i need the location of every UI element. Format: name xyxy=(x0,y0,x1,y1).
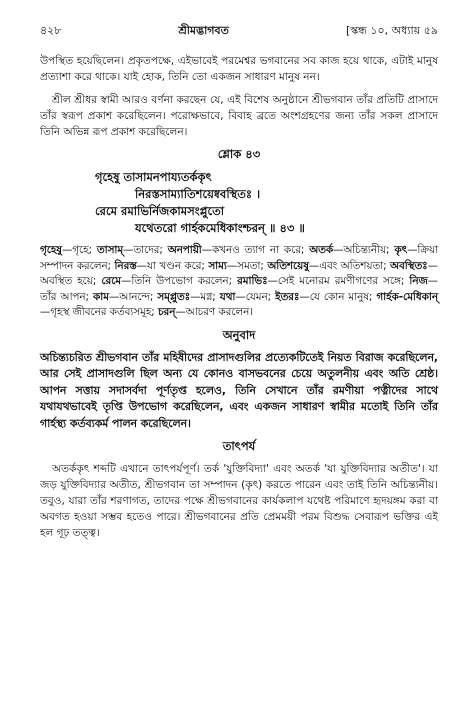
synonym-meaning: —তাঁর আপন; xyxy=(40,275,438,303)
synonym-meaning: —যে কোন মানুষ; xyxy=(299,290,377,303)
synonym-meaning: —মগ্ন; xyxy=(190,290,220,303)
synonym-term: অনপায়ী xyxy=(167,244,202,256)
synonym-meaning: —আচরণ করলেন। xyxy=(175,306,253,318)
purport-text: অতর্ককৃৎ শব্দটি এখানে তাৎপর্যপূর্ণ। তর্ক 'যুক্তিবিদ্যা' এবং অতর্ক 'যা যুক্তিবিদ্যার অতীত'। যা জড় যুক্তিবিদ্যার অতীত, শ্রীভগবান তা সম্পাদন (কৃৎ) করতে পারেন এবং তাই তিনি অচিন্ত্যনীয়। তবুও, যারা তাঁর শরণাগত, তাদের পক্ষে শ্রীভগবানের কার্যকলাপ যথেষ্ট পরিমাণে হৃদয়ঙ্গম করা বা অবগত হওয়া সম্ভব হতেও পারে। শ্রীভগবানের প্রতি প্রেমময়ী পরম বিশুদ্ধ সেবারূপ ভক্তির এই হল গূঢ় তত্ত্ব। xyxy=(40,463,438,539)
verse-line-1: গৃহেষু তাসামনপায্যতর্ককৃৎ xyxy=(95,170,212,184)
synonym-term: গৃহেষু xyxy=(40,244,62,256)
translation-text: অচিন্ত্যচরিত শ্রীভগবান তাঁর মহিষীদের প্রাসাদগুলির প্রত্যেকটিতেই নিয়ত বিরাজ করেছিলেন, আর সেই প্রাসাদগুলি ছিল অন্য যে কোনও বাসভবনের চেয়ে অতুলনীয় এবং অতি শ্রেষ্ঠ। আপন সত্তায় সদাসর্বদা পূর্ণতৃপ্ত হলেও, তিনি সেখানে তাঁর রমণীয়া পত্নীদের সাথে যথাযথভাবেই তৃপ্তি উপভোগ করেছিলেন, এবং একজন সাধারণ স্বামীর মতোই তিনি তাঁর গার্হস্থ্য কর্তব্যকর্ম পালন করেছিলেন। xyxy=(40,350,438,430)
synonym-meaning: —গৃহে; xyxy=(61,244,97,256)
synonym-term: সম্প্লুতঃ xyxy=(157,290,191,303)
chapter-reference: [স্কন্ধ ১০, অধ্যায় ৫৯ xyxy=(345,24,438,37)
verse-heading: শ্লোক ৪৩ xyxy=(217,147,261,161)
synonym-term: তাসাম্ xyxy=(96,244,124,256)
synonym-term: রেমে xyxy=(101,275,122,287)
synonym-term: সাম্য xyxy=(208,259,227,272)
synonym-meaning: —অবস্থিত হয়ে; xyxy=(40,259,438,287)
synonym-term: নিজ xyxy=(409,275,428,287)
page-number: ৪২৮ xyxy=(40,24,62,37)
word-synonyms xyxy=(40,243,438,321)
synonym-meaning: —সেই মনোরম রমণীগণের সঙ্গে; xyxy=(267,275,410,287)
synonym-meaning: —এবং অতিশয়তা; xyxy=(308,259,391,272)
synonym-term: গার্হক-মেধিকান্ xyxy=(376,290,438,303)
synonym-meaning: —ক্রিয়া সম্পাদন করলেন; xyxy=(40,244,439,272)
synonym-term: অতর্ক xyxy=(309,244,334,256)
synonym-meaning: —যা খণ্ডন করে; xyxy=(136,259,209,272)
intro-paragraph-2: শ্রীল শ্রীধর স্বামী আরও বর্ণনা করছেন যে, এই বিশেষ অনুষ্ঠানে শ্রীভগবান তাঁর প্রতিটি প্রাসাদে তাঁর স্বরূপ প্রকাশ করেছিলেন। পরোক্ষভাবে, বিবাহ ব্রতে অংশগ্রহণের জন্য তাঁর সকল প্রাসাদে তিনি অভিন্ন রূপ প্রকাশ করেছিলেন। xyxy=(40,94,438,138)
synonym-meaning: —তিনি উপভোগ করলেন; xyxy=(121,275,238,287)
synonym-term: অবস্থিতঃ xyxy=(390,259,428,272)
synonym-term: যথা xyxy=(219,290,236,303)
synonym-term: কাম xyxy=(93,290,109,303)
synonym-term: ইতরঃ xyxy=(275,290,300,303)
purport-heading: তাৎপর্য xyxy=(222,439,256,453)
synonym-term: কৃৎ xyxy=(394,244,408,256)
page-header xyxy=(40,22,438,41)
translation-heading: অনুবাদ xyxy=(222,327,256,342)
synonym-meaning: —সমতা; xyxy=(226,259,268,272)
synonym-term: অতিশয়েষু xyxy=(267,259,309,272)
synonym-term: নিরস্ত xyxy=(114,259,137,272)
synonym-meaning: —যেমন; xyxy=(235,290,276,303)
synonym-term: চরন্ xyxy=(157,306,176,318)
intro-paragraph-1: উপস্থিত হয়েছিলেন। প্রকৃতপক্ষে, এইভাবেই পরমেশ্বর ভগবানের সব কাজ হয়ে থাকে, এটাই মানুষ প্রত্যাশা করে থাকে। যাই হোক, তিনি তো একজন সাধারণ মানুষ নন। xyxy=(40,55,438,83)
verse-line-2: নিরস্তসাম্যাতিশয়েষ্ববস্থিতঃ । xyxy=(135,187,261,201)
book-title: শ্রীমদ্ভাগবত xyxy=(178,24,229,37)
verse-line-4: যথেতরো গার্হকমেধিকাংশ্চরন্ ॥ ৪৩ ॥ xyxy=(135,221,305,235)
synonym-meaning: —তাদের; xyxy=(123,244,168,256)
synonym-meaning: —গৃহস্থ জীবনের কর্তব্যসমূহ; xyxy=(40,306,158,318)
verse-line-3: রেমে রমাভির্নিজকামসংপ্লুতো xyxy=(95,204,225,218)
book-page xyxy=(40,22,438,541)
synonym-meaning: —আনন্দে; xyxy=(108,290,158,303)
synonym-meaning: —কখনও ত্যাগ না করে; xyxy=(201,244,310,256)
synonym-meaning: —অচিন্ত্যনীয়; xyxy=(333,244,395,256)
synonym-term: রমাভিঃ xyxy=(237,275,268,287)
